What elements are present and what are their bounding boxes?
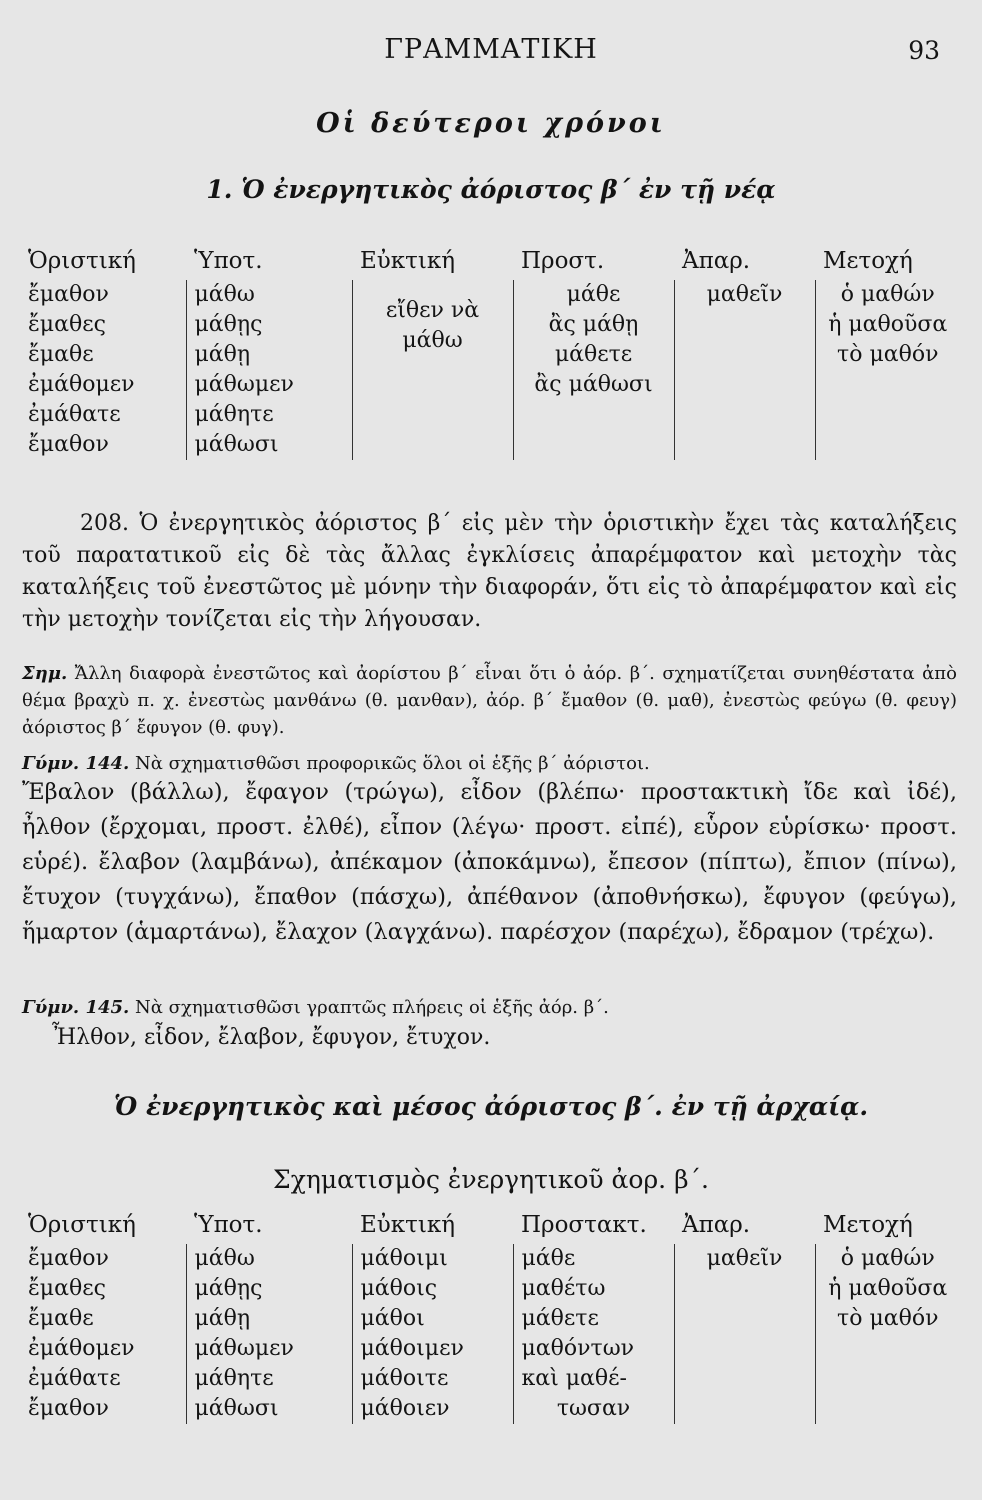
form: μάθωμεν <box>194 1336 294 1361</box>
metochi-column <box>815 1244 960 1424</box>
note-text: Ἄλλη διαφορὰ ἐνεστῶτος καὶ ἀορίστου β΄ εἶναι ὅτι ὁ ἀόρ. β΄. σχηματίζεται συνηθέστατα ἀπὸ θέμα βραχὺ π. χ. ἐνεστὼς μανθάνω (θ. μανθαν), ἀόρ. β΄ ἔμαθον (θ. μαθ), ἐνεστὼς φεύγω (θ. φευγ) ἀόριστος β΄ ἔφυγον (θ. φυγ). <box>22 663 957 738</box>
form: μάθοιτε <box>360 1366 449 1391</box>
table-header-row <box>20 248 960 280</box>
header-ypot: Ὑποτ. <box>194 248 263 274</box>
form: μάθῃς <box>194 1276 263 1301</box>
header-oristiki: Ὁριστική <box>28 248 136 274</box>
form: ἔμαθον <box>28 1396 109 1421</box>
form: μάθωμεν <box>194 372 294 397</box>
section2-title: Ὁ ἐνεργητικὸς καὶ μέσος ἀόριστος β΄. ἐν τῇ ἀρχαίᾳ. <box>113 1092 869 1121</box>
form: μάθε <box>521 1246 576 1271</box>
exercise-label: Γύμν. 144. <box>22 753 130 774</box>
form: ἡ μαθοῦσα <box>828 312 948 337</box>
table-header-row <box>20 1212 960 1244</box>
note <box>22 660 957 741</box>
table-body-row <box>20 1244 960 1424</box>
form: μάθωσι <box>194 1396 279 1421</box>
form: μαθέτω <box>521 1276 606 1301</box>
form: μάθῃς <box>194 312 263 337</box>
form: μάθοις <box>360 1276 438 1301</box>
form: μάθοιμεν <box>360 1336 464 1361</box>
ypot-column <box>186 1244 352 1424</box>
form: μάθω <box>194 1246 255 1271</box>
prost-column <box>513 280 674 460</box>
efktiki-column <box>352 1244 513 1424</box>
header-prost: Προστακτ. <box>521 1212 647 1238</box>
efktiki-column <box>352 280 513 460</box>
form: ἔμαθον <box>28 1246 109 1271</box>
header-ypot: Ὑποτ. <box>194 1212 263 1238</box>
section-title: Οἱ δεύτεροι χρόνοι <box>316 108 666 139</box>
subsection-title: 1. Ὁ ἐνεργητικὸς ἀόριστος β΄ ἐν τῇ νέᾳ <box>206 175 776 204</box>
aorist-list: Ἔβαλον (βάλλω), ἔφαγον (τρώγω), εἶδον (βλέπω· προστακτικὴ ἴδε καὶ ἰδέ), ἦλθον (ἔρχομαι, προστ. ἐλθέ), εἶπον (λέγω· προστ. εἰπέ), εὗρον εὑρίσκω· προστ. εὑρέ). ἔλαβον (λαμβάνω), ἀπέκαμον (ἀποκάμνω), ἔπεσον (πίπτω), ἔπιον (πίνω), ἔτυχον (τυγχάνω), ἔπαθον (πάσχω), ἀπέθανον (ἀποθνήσκω), ἔφυγον (φεύγω), ἥμαρτον (ἁμαρτάνω), ἔλαχον (λαγχάνω). παρέσχον (παρέχω), ἔδραμον (τρέχω). <box>22 779 957 945</box>
conjugation-table-modern <box>20 248 960 460</box>
note-label: Σημ. <box>22 663 68 684</box>
form: μαθεῖν <box>706 282 783 307</box>
exercise-text: Νὰ σχηματισθῶσι προφορικῶς ὅλοι οἱ ἑξῆς β΄ ἀόριστοι. <box>135 753 650 774</box>
form: μάθῃ <box>194 342 251 367</box>
form: ὁ μαθών <box>840 282 935 307</box>
form: ἔμαθον <box>28 282 109 307</box>
form: ἂς μάθῃ <box>548 312 639 337</box>
ypot-column <box>186 280 352 460</box>
section3-title: Σχηματισμὸς ἐνεργητικοῦ ἀορ. β΄. <box>273 1165 709 1194</box>
table-body-row <box>20 280 960 460</box>
form: ἐμάθατε <box>28 402 121 427</box>
form: ἔμαθε <box>28 342 94 367</box>
exercise-145 <box>22 992 957 1024</box>
running-header: ΓΡΑΜΜΑΤΙΚΗ <box>384 34 598 65</box>
header-metochi: Μετοχή <box>823 248 913 274</box>
form: μαθόντων <box>521 1336 635 1361</box>
metochi-column <box>815 280 960 460</box>
form: μάθητε <box>194 402 274 427</box>
form: ἂς μάθωσι <box>534 372 653 397</box>
exercise-145-list: Ἦλθον, εἶδον, ἔλαβον, ἔφυγον, ἔτυχον. <box>52 1025 491 1050</box>
form: τὸ μαθόν <box>837 342 939 367</box>
apar-column <box>674 1244 815 1424</box>
form: μάθοιμι <box>360 1246 448 1271</box>
form: ἔμαθε <box>28 1306 94 1331</box>
oristiki-column <box>20 280 186 460</box>
form: μάθοι <box>360 1306 425 1331</box>
form: εἴθεν νὰ <box>385 298 480 323</box>
form: μάθω <box>194 282 255 307</box>
header-apar: Ἀπαρ. <box>682 1212 751 1238</box>
form: ἔμαθον <box>28 432 109 457</box>
form: ἐμάθομεν <box>28 372 135 397</box>
page-number: 93 <box>908 36 940 65</box>
form: μάθητε <box>194 1366 274 1391</box>
form: μάθε <box>566 282 621 307</box>
apar-column <box>674 280 815 460</box>
prost-column <box>513 1244 674 1424</box>
form: τὸ μαθόν <box>837 1306 939 1331</box>
form: μάθετε <box>521 1306 599 1331</box>
header-apar: Ἀπαρ. <box>682 248 751 274</box>
form: ὁ μαθών <box>840 1246 935 1271</box>
form: ἐμάθομεν <box>28 1336 135 1361</box>
form: μάθετε <box>554 342 633 367</box>
form: μάθῃ <box>194 1306 251 1331</box>
form: μάθω <box>402 328 463 353</box>
header-prost: Προστ. <box>521 248 605 274</box>
form: ἐμάθατε <box>28 1366 121 1391</box>
exercise-text: Νὰ σχηματισθῶσι γραπτῶς πλήρεις οἱ ἑξῆς ἀόρ. β΄. <box>135 997 609 1018</box>
form: μάθοιεν <box>360 1396 450 1421</box>
header-oristiki: Ὁριστική <box>28 1212 136 1238</box>
oristiki-column <box>20 1244 186 1424</box>
header-efktiki: Εὐκτική <box>360 1212 456 1238</box>
form: καὶ μαθέ- <box>521 1366 627 1391</box>
form: μάθωσι <box>194 432 279 457</box>
header-metochi: Μετοχή <box>823 1212 913 1238</box>
header-efktiki: Εὐκτική <box>360 248 456 274</box>
form: ἔμαθες <box>28 1276 106 1301</box>
form: μαθεῖν <box>706 1246 783 1271</box>
form: ἔμαθες <box>28 312 106 337</box>
form: τωσαν <box>556 1396 631 1421</box>
conjugation-table-ancient <box>20 1212 960 1424</box>
paragraph-208: 208. Ὁ ἐνεργητικὸς ἀόριστος β΄ εἰς μὲν τὴν ὁριστικὴν ἔχει τὰς καταλήξεις τοῦ παρατατικοῦ εἰς δὲ τὰς ἄλλας ἐγκλίσεις ἀπαρέμφατον καὶ μετοχὴν τὰς καταλήξεις τοῦ ἐνεστῶτος μὲ μόνην τὴν διαφοράν, ὅτι εἰς τὸ ἀπαρέμφατον καὶ εἰς τὴν μετοχὴν τονίζεται εἰς τὴν λήγουσαν. <box>22 511 957 632</box>
form: ἡ μαθοῦσα <box>828 1276 948 1301</box>
exercise-label: Γύμν. 145. <box>22 997 130 1018</box>
